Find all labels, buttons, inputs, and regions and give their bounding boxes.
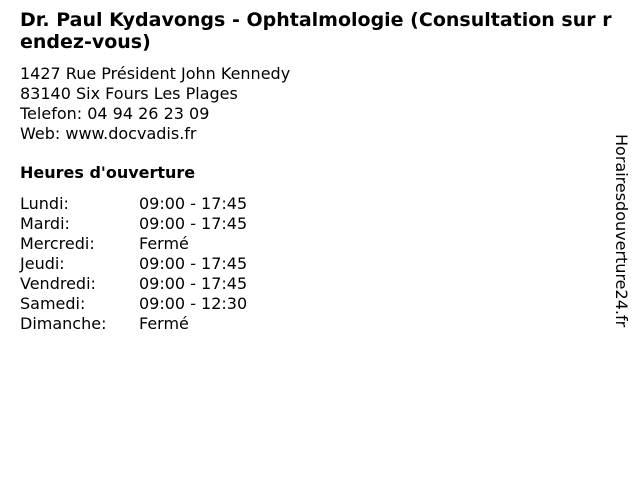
opening-hours-heading: Heures d'ouverture [20,163,196,182]
time-value: 09:00 - 12:30 [139,294,248,313]
city-postcode: 83140 Six Fours Les Plages [20,84,238,103]
day-label: Dimanche: [20,314,107,333]
day-label: Lundi: [20,194,69,213]
site-watermark-text: Horairesdouverture24.fr [612,134,631,328]
day-label: Mardi: [20,214,70,233]
day-label: Mercredi: [20,234,95,253]
site-watermark [610,134,632,344]
day-label: Jeudi: [20,254,65,273]
time-value: 09:00 - 17:45 [139,254,248,273]
time-value: Fermé [139,314,189,333]
phone-number: Telefon: 04 94 26 23 09 [20,104,210,123]
time-value: 09:00 - 17:45 [139,274,248,293]
street-address: 1427 Rue Président John Kennedy [20,64,291,83]
time-value: 09:00 - 17:45 [139,194,248,213]
day-label: Samedi: [20,294,86,313]
business-name: Dr. Paul Kydavongs - Ophtalmologie (Consultation sur rendez-vous) [20,9,612,53]
time-value: 09:00 - 17:45 [139,214,248,233]
address-block [20,64,290,144]
day-label: Vendredi: [20,274,96,293]
time-value: Fermé [139,234,189,253]
website: Web: www.docvadis.fr [20,124,197,143]
